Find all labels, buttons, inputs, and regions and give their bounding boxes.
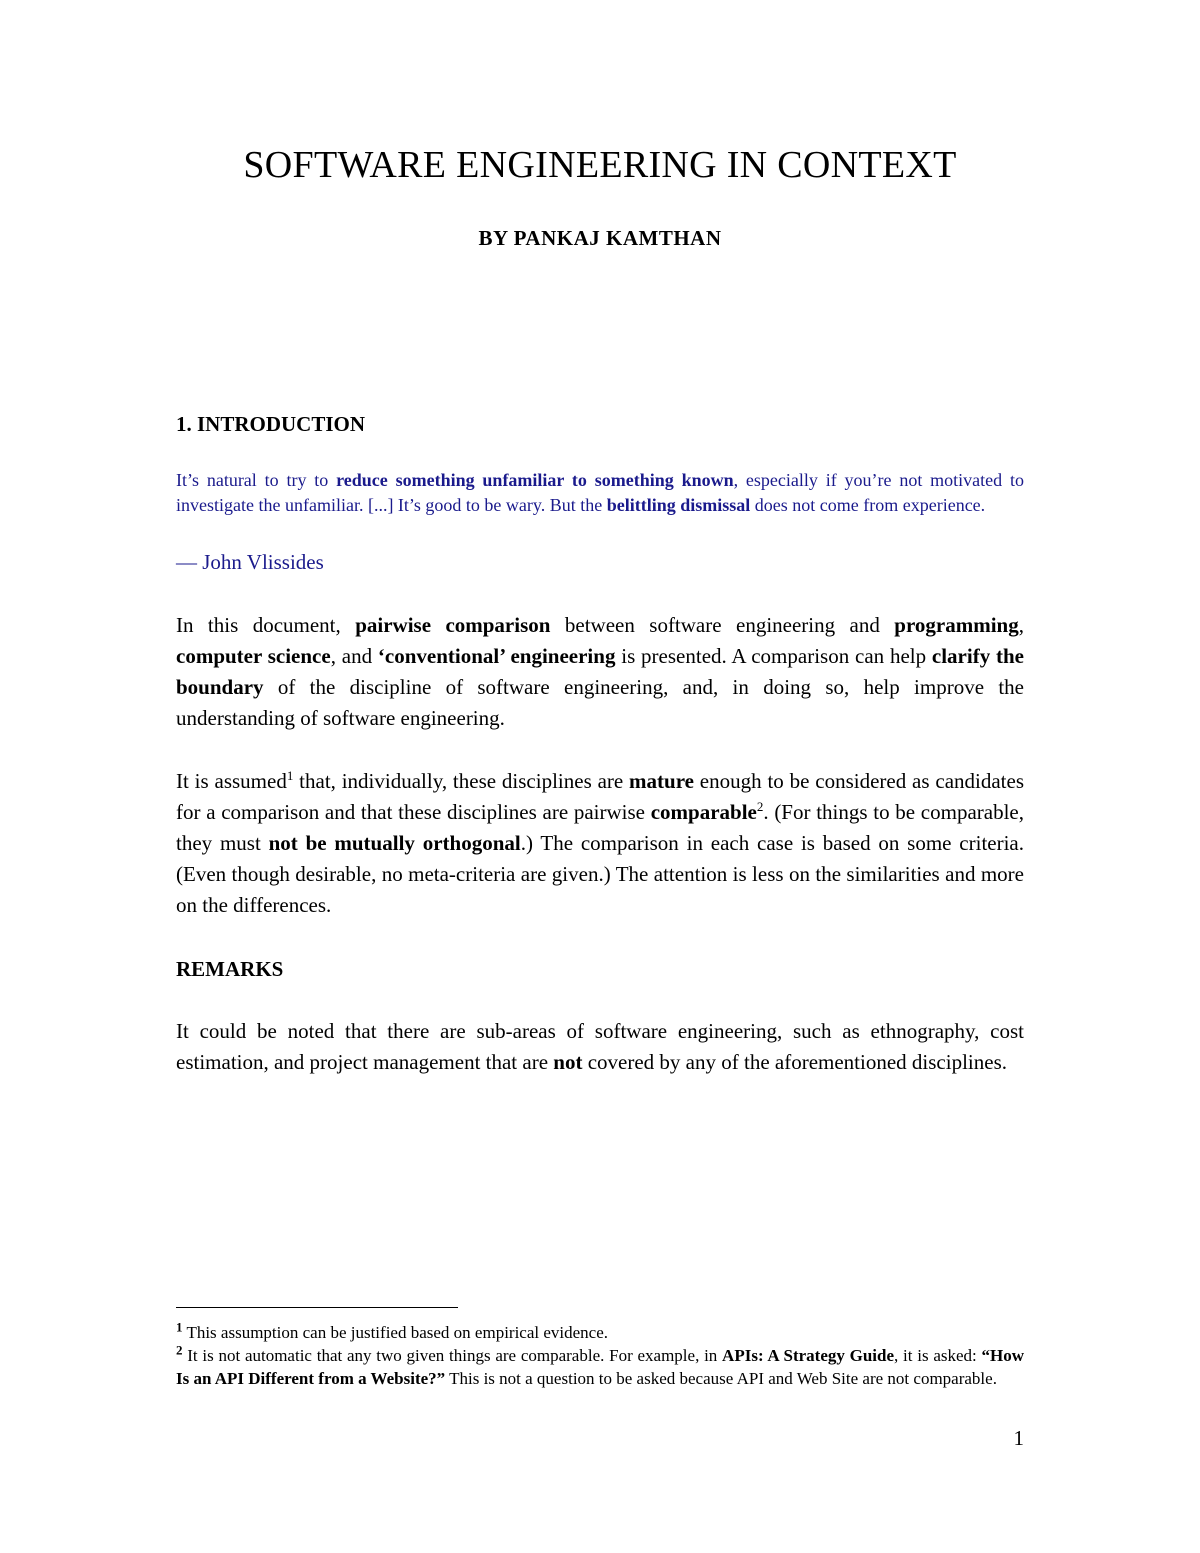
footnote-ref-2[interactable]: 2 bbox=[756, 799, 764, 814]
footnote-separator bbox=[176, 1307, 458, 1308]
footnote-text: This assumption can be justified based on empirical evidence. bbox=[182, 1323, 609, 1342]
footnote-ref-1[interactable]: 1 bbox=[286, 768, 294, 783]
author-line: BY PANKAJ KAMTHAN bbox=[478, 226, 722, 250]
intro-paragraph bbox=[176, 610, 1024, 734]
body-text: It could be noted that there are sub-areas of software engineering, such as ethnography, cost estimation, and project management that are bbox=[176, 1019, 1024, 1074]
epigraph-text: does not come from experience. bbox=[750, 495, 986, 515]
section-heading-remarks: REMARKS bbox=[176, 957, 284, 981]
body-text: In this document, bbox=[176, 613, 356, 637]
epigraph-quote bbox=[176, 468, 1024, 518]
footnotes bbox=[176, 1321, 1024, 1390]
emphasis: clarify the boundary bbox=[176, 644, 1025, 699]
body-text: between software engineering and bbox=[550, 613, 895, 637]
body-text: , and bbox=[330, 644, 378, 668]
footnote-1 bbox=[176, 1321, 1024, 1344]
emphasis: ‘conventional’ engineering bbox=[377, 644, 616, 668]
epigraph-attribution: — John Vlissides bbox=[176, 550, 324, 574]
body-text: is presented. A comparison can help bbox=[615, 644, 932, 668]
body-text: , bbox=[1018, 613, 1024, 637]
epigraph-emphasis: belittling dismissal bbox=[606, 495, 751, 515]
epigraph-emphasis: reduce something unfamiliar to something known bbox=[336, 470, 734, 490]
document-title: SOFTWARE ENGINEERING IN CONTEXT bbox=[243, 144, 957, 186]
assumption-paragraph bbox=[176, 766, 1024, 921]
epigraph-text: It’s natural to try to bbox=[176, 470, 337, 490]
body-text: It is assumed bbox=[176, 769, 287, 793]
body-text: of the discipline of software engineering, and, in doing so, help improve the understanding of software engineering. bbox=[176, 675, 1024, 730]
emphasis: comparable bbox=[650, 800, 757, 824]
emphasis: computer science bbox=[176, 644, 331, 668]
footnote-text: It is not automatic that any two given things are comparable. For example, in bbox=[182, 1346, 723, 1365]
emphasis: not be mutually orthogonal bbox=[268, 831, 521, 855]
footnote-emphasis: APIs: A Strategy Guide bbox=[722, 1346, 895, 1365]
emphasis: mature bbox=[629, 769, 694, 793]
body-text: that, individually, these disciplines are bbox=[293, 769, 630, 793]
footnote-text: , it is asked: bbox=[894, 1346, 982, 1365]
emphasis: programming bbox=[894, 613, 1019, 637]
remarks-paragraph bbox=[176, 1016, 1024, 1078]
footnote-emphasis: “How Is an API Different from a Website?” bbox=[176, 1346, 1024, 1388]
page-number: 1 bbox=[1013, 1426, 1024, 1450]
body-text: covered by any of the aforementioned disciplines. bbox=[582, 1050, 1007, 1074]
body-text: .) The comparison in each case is based on some criteria. (Even though desirable, no meta-criteria are given.) The attention is less on the similarities and more on the differences. bbox=[176, 831, 1024, 917]
footnote-mark-1: 1 bbox=[176, 1319, 183, 1335]
footnote-text: This is not a question to be asked because API and Web Site are not comparable. bbox=[445, 1369, 997, 1388]
footnote-2 bbox=[176, 1344, 1024, 1390]
footnote-mark-2: 2 bbox=[176, 1342, 183, 1358]
body-text: enough to be considered as candidates for a comparison and that these disciplines are pairwise bbox=[176, 769, 1025, 824]
section-heading-introduction: 1. INTRODUCTION bbox=[176, 412, 366, 436]
epigraph-text: , especially if you’re not motivated to investigate the unfamiliar. [...] It’s good to be wary. But the bbox=[176, 470, 1024, 515]
emphasis: pairwise comparison bbox=[355, 613, 551, 637]
body-text: . (For things to be comparable, they must bbox=[176, 800, 1024, 855]
emphasis: not bbox=[553, 1050, 583, 1074]
